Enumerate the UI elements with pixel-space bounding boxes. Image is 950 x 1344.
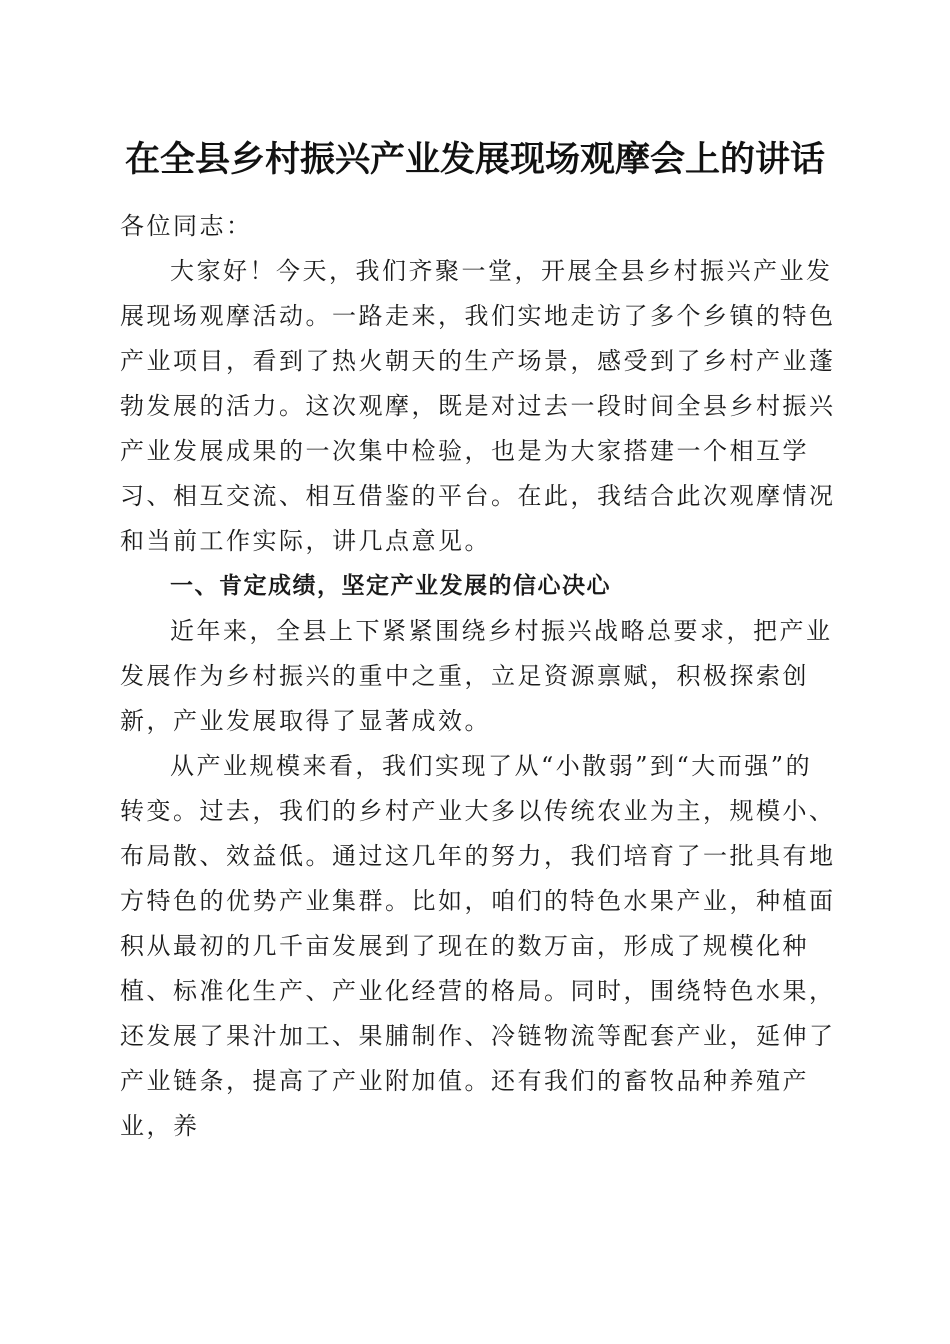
document-body — [120, 204, 836, 1149]
section-heading: 一、肯定成绩，坚定产业发展的信心决心 — [170, 573, 611, 599]
salutation: 各位同志： — [120, 212, 253, 240]
document-title: 在全县乡村振兴产业发展现场观摩会上的讲话 — [124, 139, 825, 180]
intro-paragraph: 大家好！今天，我们齐聚一堂，开展全县乡村振兴产业发展现场观摩活动。一路走来，我们实地走访了多个乡镇的特色产业项目，看到了热火朝天的生产场景，感受到了乡村产业蓬勃发展的活力。这次观摩，既是对过去一段时间全县乡村振兴产业发展成果的一次集中检验，也是为大家搭建一个相互学习、相互交流、相互借鉴的平台。在此，我结合此次观摩情况和当前工作实际，讲几点意见。 — [120, 257, 836, 555]
section-paragraph-2: 从产业规模来看，我们实现了从“小散弱”到“大而强”的转变。过去，我们的乡村产业大多以传统农业为主，规模小、布局散、效益低。通过这几年的努力，我们培育了一批具有地方特色的优势产业集群。比如，咱们的特色水果产业，种植面积从最初的几千亩发展到了现在的数万亩，形成了规模化种植、标准化生产、产业化经营的格局。同时，围绕特色水果，还发展了果汁加工、果脯制作、冷链物流等配套产业，延伸了产业链条，提高了产业附加值。还有我们的畜牧品种养殖产业，养 — [120, 752, 836, 1140]
section-paragraph-1: 近年来，全县上下紧紧围绕乡村振兴战略总要求，把产业发展作为乡村振兴的重中之重，立足资源禀赋，积极探索创新，产业发展取得了显著成效。 — [120, 617, 833, 735]
